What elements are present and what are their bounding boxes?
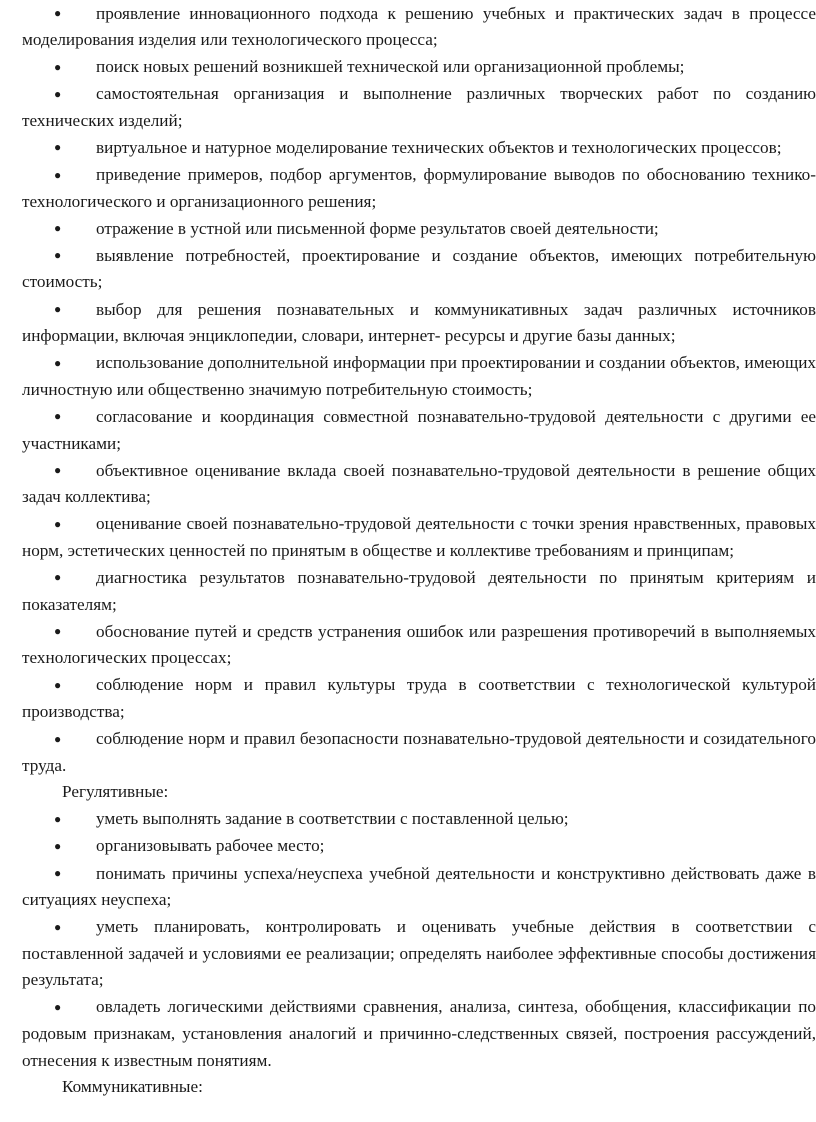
list-item-text: самостоятельная организация и выполнение различных творческих работ по созданию технических изделий; <box>22 84 816 130</box>
list-item <box>22 0 816 54</box>
list-item-text: уметь выполнять задание в соответствии с поставленной целью; <box>96 809 569 829</box>
list-item-text: соблюдение норм и правил культуры труда в соответствии с технологической культурой производства; <box>22 675 816 721</box>
list-item <box>22 54 816 81</box>
list-item <box>22 564 816 618</box>
list-item <box>22 994 816 1074</box>
list-item <box>22 726 816 780</box>
list-item <box>22 215 816 242</box>
list-item <box>22 403 816 457</box>
list-item-text: отражение в устной или письменной форме результатов своей деятельности; <box>96 218 659 238</box>
bullet-icon: ● <box>54 624 62 639</box>
bullet-icon: ● <box>54 811 62 826</box>
list-item-text: понимать причины успеха/неуспеха учебной деятельности и конструктивно действовать даже в ситуациях неуспеха; <box>22 863 816 910</box>
list-item-text: соблюдение норм и правил безопасности познавательно-трудовой деятельности и созидательного труда. <box>22 729 816 775</box>
bullet-list-regulative <box>22 806 816 1074</box>
bullet-icon: ● <box>54 167 62 182</box>
list-item <box>22 296 816 350</box>
list-item <box>22 672 816 726</box>
list-item-text: уметь планировать, контролировать и оценивать учебные действия в соответствии с поставленной задачей и условиями ее реализации; определять наиболее эффективные способы достижения результата; <box>22 917 816 990</box>
bullet-icon: ● <box>54 919 62 934</box>
bullet-icon: ● <box>54 838 62 853</box>
bullet-icon: ● <box>54 248 62 263</box>
list-item-text: использование дополнительной информации при проектировании и создании объектов, имеющих личностную или общественно значимую потребительную стоимость; <box>22 353 816 399</box>
list-item <box>22 162 816 216</box>
list-item <box>22 806 816 833</box>
bullet-icon: ● <box>54 999 62 1014</box>
list-item-text: проявление инновационного подхода к решению учебных и практических задач в процессе моделирования изделия или технологического процесса; <box>22 3 816 50</box>
bullet-icon: ● <box>54 409 62 424</box>
list-item <box>22 242 816 296</box>
list-item-text: диагностика результатов познавательно-трудовой деятельности по принятым критериям и показателям; <box>22 567 816 614</box>
list-item <box>22 350 816 404</box>
list-item <box>22 134 816 161</box>
bullet-icon: ● <box>54 355 62 370</box>
bullet-icon: ● <box>54 59 62 74</box>
list-item-text: виртуальное и натурное моделирование технических объектов и технологических процессов; <box>96 137 782 157</box>
bullet-icon: ● <box>54 302 62 317</box>
list-item-text: согласование и координация совместной познавательно-трудовой деятельности с другими ее участниками; <box>22 406 816 453</box>
list-item <box>22 81 816 135</box>
document-page <box>22 0 816 1101</box>
list-item-text: выявление потребностей, проектирование и создание объектов, имеющих потребительную стоимость; <box>22 245 816 292</box>
list-item-text: выбор для решения познавательных и коммуникативных задач различных источников информации, включая энциклопедии, словари, интернет- ресурсы и другие базы данных; <box>22 299 816 346</box>
heading-communicative: Коммуникативные: <box>62 1077 203 1097</box>
list-item-text: овладеть логическими действиями сравнения, анализа, синтеза, обобщения, классификации по родовым признакам, установления аналогий и причинно-следственных связей, построения рассуждений, отнесения к известным понятиям. <box>22 997 816 1070</box>
bullet-icon: ● <box>54 140 62 155</box>
bullet-icon: ● <box>54 677 62 692</box>
bullet-icon: ● <box>54 86 62 101</box>
list-item <box>22 833 816 860</box>
list-item <box>22 914 816 994</box>
bullet-icon: ● <box>54 463 62 478</box>
list-item <box>22 860 816 914</box>
bullet-icon: ● <box>54 731 62 746</box>
list-item-text: обоснование путей и средств устранения ошибок или разрешения противоречий в выполняемых технологических процессах; <box>22 621 816 668</box>
heading-regulative: Регулятивные: <box>62 782 169 802</box>
list-item-text: поиск новых решений возникшей технической или организационной проблемы; <box>96 57 685 77</box>
list-item-text: объективное оценивание вклада своей познавательно-трудовой деятельности в решение общих задач коллектива; <box>22 460 816 507</box>
bullet-icon: ● <box>54 570 62 585</box>
bullet-icon: ● <box>54 516 62 531</box>
bullet-icon: ● <box>54 6 62 20</box>
bullet-icon: ● <box>54 221 62 236</box>
list-item <box>22 457 816 511</box>
list-item <box>22 511 816 565</box>
bullet-icon: ● <box>54 866 62 880</box>
list-item-text: приведение примеров, подбор аргументов, формулирование выводов по обоснованию технико-технологического и организационного решения; <box>22 165 816 211</box>
list-item-text: оценивание своей познавательно-трудовой деятельности с точки зрения нравственных, правовых норм, эстетических ценностей по принятым в обществе и коллективе требованиям и принципам; <box>22 514 816 560</box>
bullet-list-learning-results <box>22 0 816 779</box>
list-item-text: организовывать рабочее место; <box>96 836 325 856</box>
list-item <box>22 618 816 672</box>
